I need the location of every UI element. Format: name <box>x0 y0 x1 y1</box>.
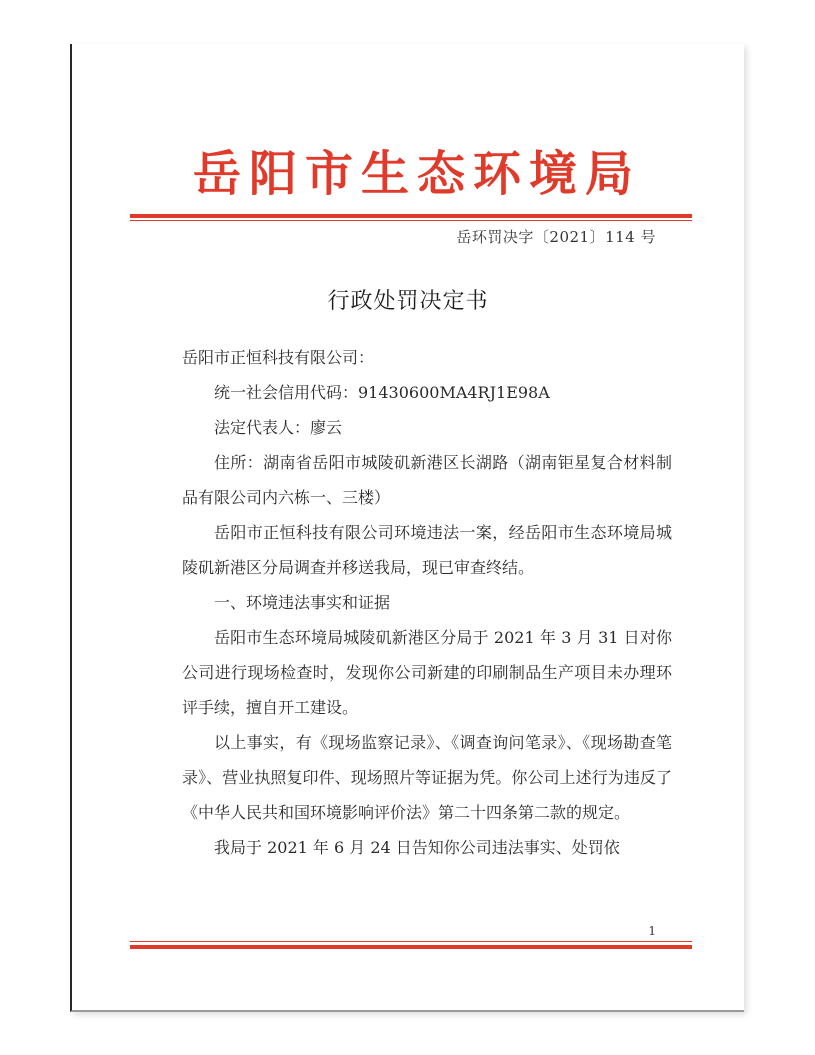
agency-letterhead: 岳阳市生态环境局 <box>192 146 641 202</box>
page-number: 1 <box>648 924 656 938</box>
facts-paragraph: 岳阳市生态环境局城陵矶新港区分局于 2021 年 3 月 31 日对你公司进行现场检查时，发现你公司新建的印刷制品生产项目未办理环评手续，擅自开工建设。 <box>182 628 672 717</box>
document-title: 行政处罚决定书 <box>327 289 489 314</box>
header-red-rule-thick <box>130 214 692 218</box>
address-paragraph: 住所：湖南省岳阳市城陵矶新港区长湖路（湖南钜星复合材料制品有限公司内六栋一、三楼） <box>182 453 672 507</box>
document-number: 岳环罚决字〔2021〕114 号 <box>456 228 656 246</box>
section-heading-facts: 一、环境违法事实和证据 <box>214 593 391 612</box>
credit-code-line: 统一社会信用代码：91430600MA4RJ1E98A <box>214 383 550 402</box>
evidence-paragraph: 以上事实，有《现场监察记录》、《调查询问笔录》、《现场勘查笔录》、营业执照复印件、现场照片等证据为凭。你公司上述行为违反了《中华人民共和国环境影响评价法》第二十四条第二款的规定。 <box>182 733 672 822</box>
document-page <box>70 44 744 1012</box>
document-body <box>182 340 672 865</box>
recipient-line: 岳阳市正恒科技有限公司： <box>182 348 375 367</box>
legal-representative-line: 法定代表人：廖云 <box>214 418 343 437</box>
case-intro-paragraph: 岳阳市正恒科技有限公司环境违法一案，经岳阳市生态环境局城陵矶新港区分局调查并移送我局，现已审查终结。 <box>182 523 672 577</box>
footer-red-rule-thin <box>130 941 692 942</box>
header-red-rule-thin <box>130 220 692 221</box>
footer-red-rule-thick <box>130 945 692 949</box>
notice-paragraph: 我局于 2021 年 6 月 24 日告知你公司违法事实、处罚依 <box>214 838 620 857</box>
